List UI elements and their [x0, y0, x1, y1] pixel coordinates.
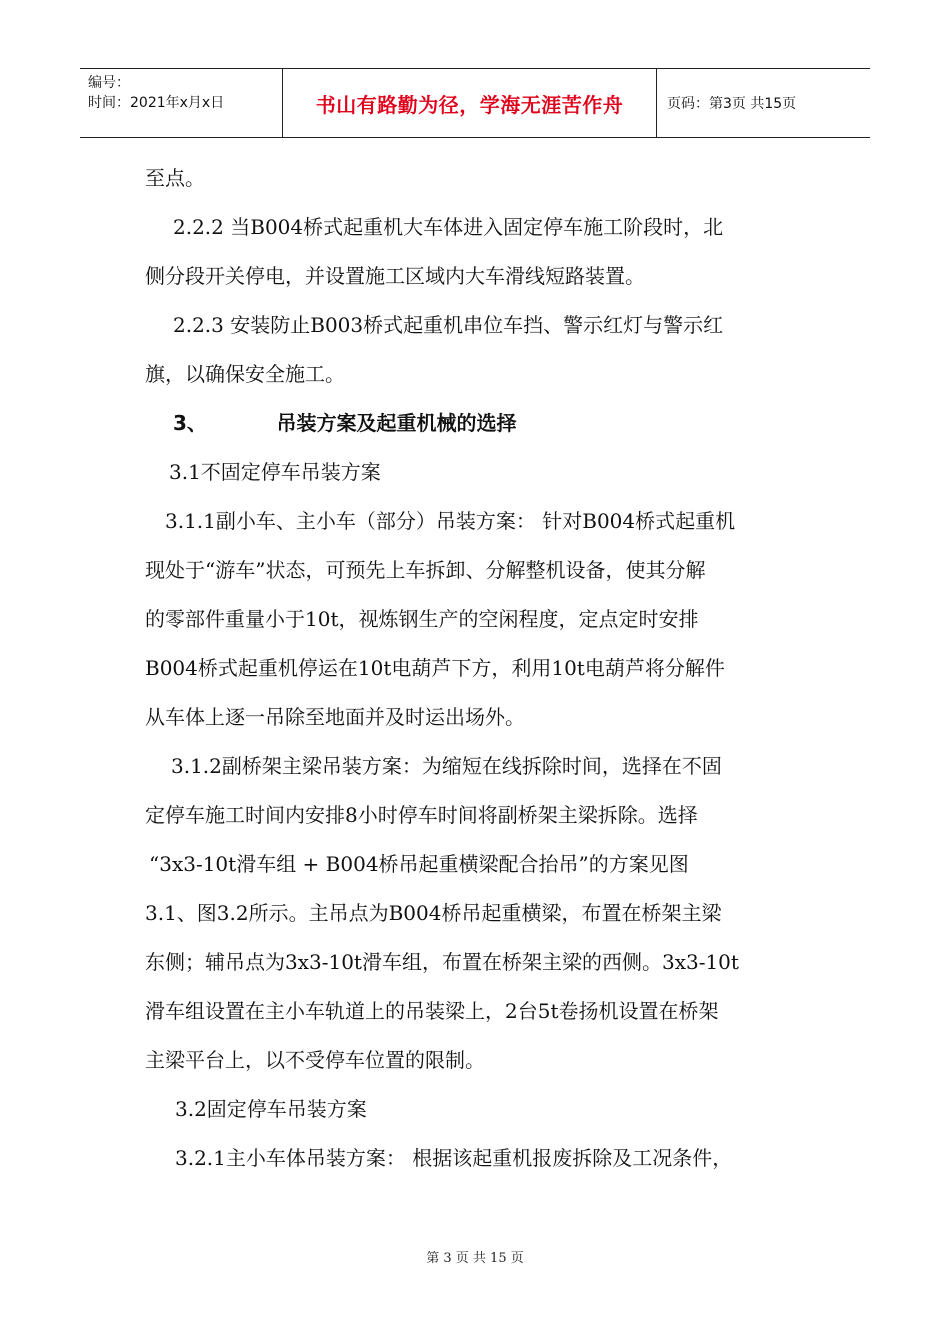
- subsection-heading: 3.2固定停车吊装方案: [175, 1097, 367, 1121]
- paragraph-line: 至点。: [145, 166, 205, 190]
- paragraph-line: 从车体上逐一吊除至地面并及时运出场外。: [145, 705, 525, 729]
- paragraph-line: 3.1.2副桥架主梁吊装方案：为缩短在线拆除时间，选择在不固: [171, 754, 722, 778]
- page-header: [80, 68, 870, 138]
- paragraph-line: 主梁平台上，以不受停车位置的限制。: [145, 1048, 485, 1072]
- paragraph-line: 的零部件重量小于10t，视炼钢生产的空闲程度，定点定时安排: [145, 607, 699, 631]
- paragraph-line: 现处于“游车”状态，可预先上车拆卸、分解整机设备，使其分解: [145, 558, 706, 582]
- paragraph-line: 滑车组设置在主小车轨道上的吊装梁上，2台5t卷扬机设置在桥架: [145, 999, 719, 1023]
- paragraph-line: 3.1、图3.2所示。主吊点为B004桥吊起重横梁，布置在桥架主梁: [145, 901, 722, 925]
- paragraph-line: 2.2.2 当B004桥式起重机大车体进入固定停车施工阶段时，北: [173, 215, 724, 239]
- paragraph-line: 定停车施工时间内安排8小时停车时间将副桥架主梁拆除。选择: [145, 803, 698, 827]
- paragraph-line: 旗，以确保安全施工。: [145, 362, 345, 386]
- paragraph-line: 侧分段开关停电，并设置施工区域内大车滑线短路装置。: [145, 264, 645, 288]
- header-page-info: 页码：第3页 共15页: [667, 96, 797, 112]
- paragraph-line: 2.2.3 安装防止B003桥式起重机串位车挡、警示红灯与警示红: [173, 313, 724, 337]
- header-meta: [80, 69, 282, 137]
- paragraph-line: “3x3-10t滑车组 + B004桥吊起重横梁配合抬吊”的方案见图: [149, 852, 689, 876]
- document-body: [145, 165, 810, 1194]
- paragraph-line: 3.1.1副小车、主小车（部分）吊装方案： 针对B004桥式起重机: [165, 509, 736, 533]
- page-footer: 第 3 页 共 15 页: [426, 1251, 524, 1266]
- document-number-label: 编号：: [88, 75, 130, 91]
- paragraph-line: 东侧；辅吊点为3x3-10t滑车组，布置在桥架主梁的西侧。3x3-10t: [145, 950, 739, 974]
- subsection-heading: 3.1不固定停车吊装方案: [169, 460, 381, 484]
- paragraph-line: B004桥式起重机停运在10t电葫芦下方，利用10t电葫芦将分解件: [145, 656, 725, 680]
- header-motto: 书山有路勤为径，学海无涯苦作舟: [282, 69, 657, 137]
- section-heading: 3、 吊装方案及起重机械的选择: [173, 411, 517, 435]
- paragraph-line: 3.2.1主小车体吊装方案： 根据该起重机报废拆除及工况条件，: [175, 1146, 733, 1170]
- document-time-label: 时间：2021年x月x日: [88, 95, 225, 111]
